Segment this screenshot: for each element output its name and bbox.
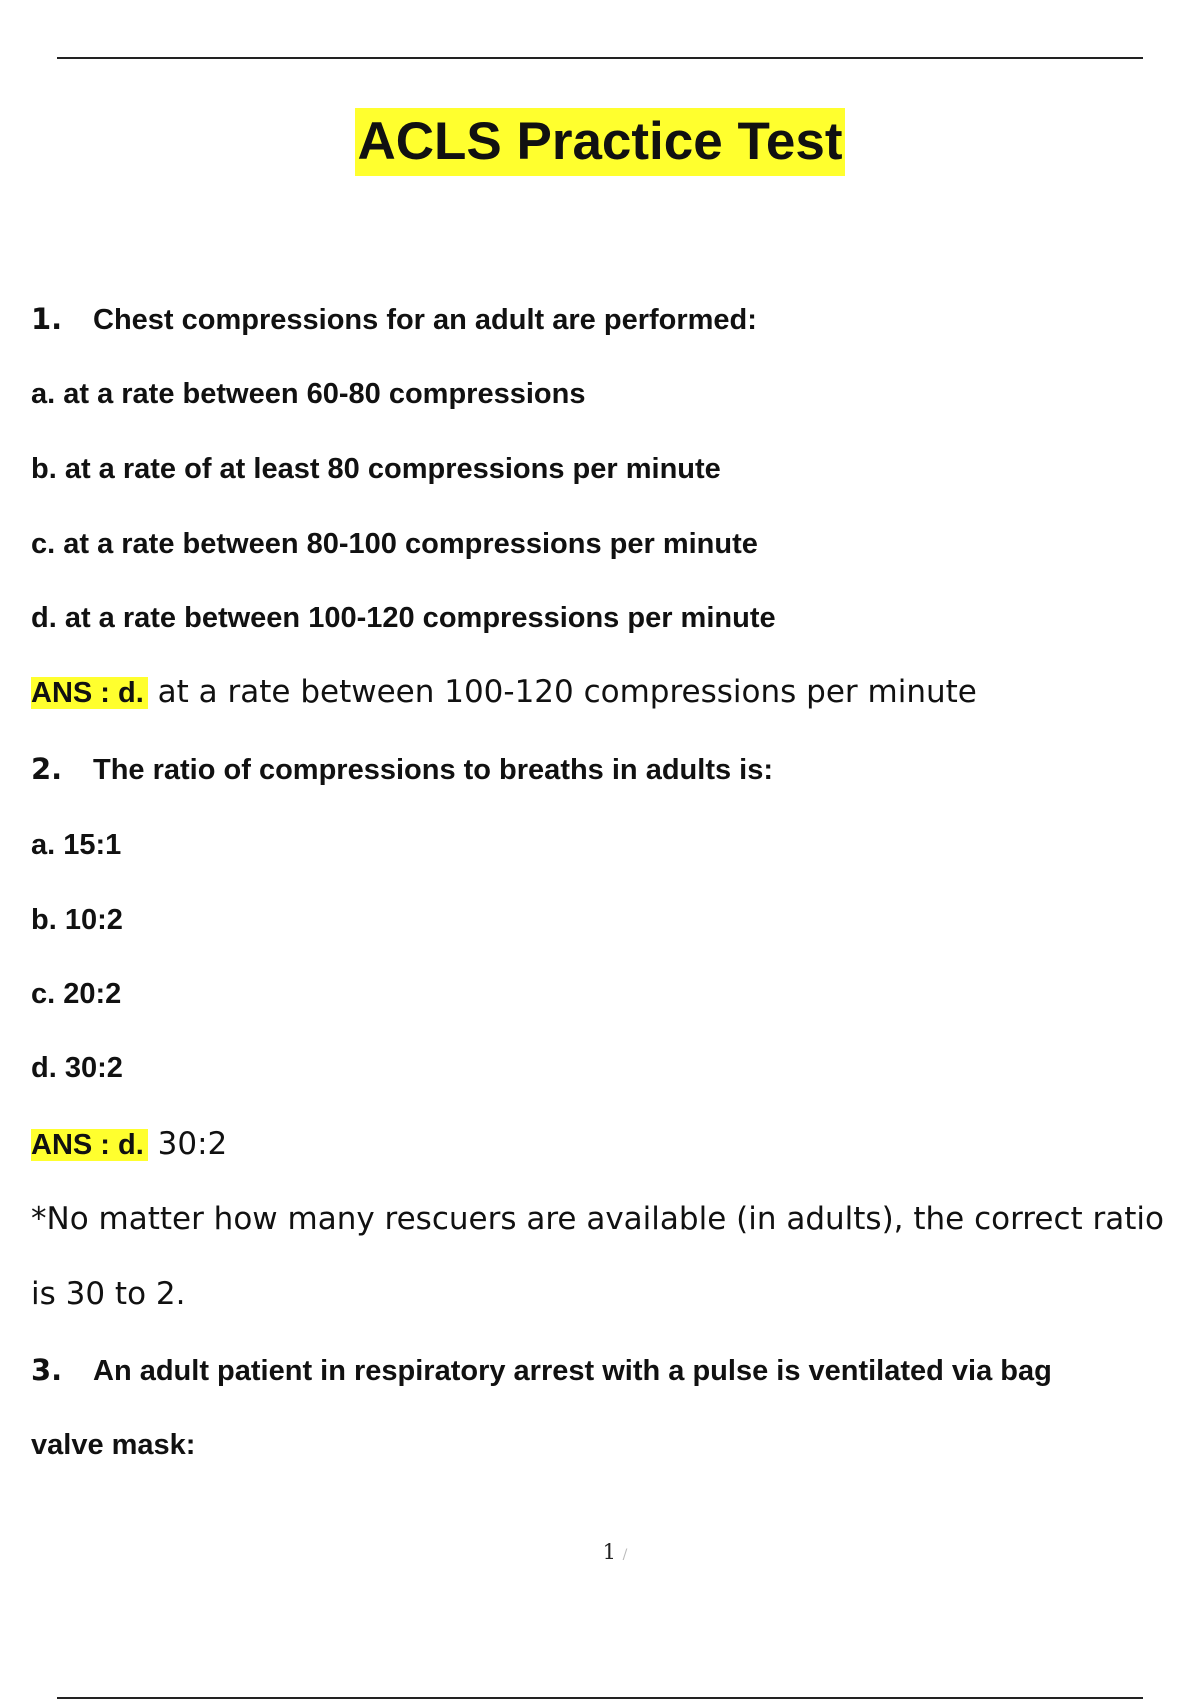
question-text: An adult patient in respiratory arrest with a pulse is ventilated via bag (93, 1355, 1052, 1387)
option-2b: b. 10:2 (31, 904, 123, 936)
question-text: Chest compressions for an adult are performed: (93, 304, 757, 336)
question-3 (31, 1352, 1052, 1389)
page-number-separator: / (622, 1547, 628, 1563)
title-container (0, 108, 1200, 176)
option-2d: d. 30:2 (31, 1052, 123, 1084)
question-1 (31, 301, 757, 338)
option-1a: a. at a rate between 60-80 compressions (31, 378, 586, 410)
option-1d: d. at a rate between 100-120 compressions per minute (31, 602, 776, 634)
option-2a: a. 15:1 (31, 829, 122, 861)
page-number (0, 1540, 1200, 1564)
bottom-rule (57, 1697, 1143, 1699)
top-rule (57, 57, 1143, 59)
answer-label: ANS : d. (31, 1129, 148, 1161)
page-number-value: 1 (602, 1540, 616, 1564)
question-3-continued: valve mask: (31, 1429, 196, 1461)
answer-1 (31, 673, 977, 712)
answer-text: at a rate between 100-120 compressions per minute (157, 674, 977, 710)
question-2 (31, 751, 773, 788)
answer-label: ANS : d. (31, 677, 148, 709)
answer-text: 30:2 (157, 1126, 228, 1162)
note-line-2: is 30 to 2. (31, 1276, 186, 1312)
option-1c: c. at a rate between 80-100 compressions per minute (31, 528, 758, 560)
option-2c: c. 20:2 (31, 978, 122, 1010)
question-number: 1. (31, 302, 63, 336)
note-line-1: *No matter how many rescuers are available (in adults), the correct ratio (31, 1201, 1164, 1237)
option-1b: b. at a rate of at least 80 compressions per minute (31, 453, 721, 485)
answer-2 (31, 1125, 227, 1164)
page-title: ACLS Practice Test (355, 108, 844, 176)
question-number: 2. (31, 752, 63, 786)
question-number: 3. (31, 1353, 63, 1387)
question-text: The ratio of compressions to breaths in adults is: (93, 754, 773, 786)
